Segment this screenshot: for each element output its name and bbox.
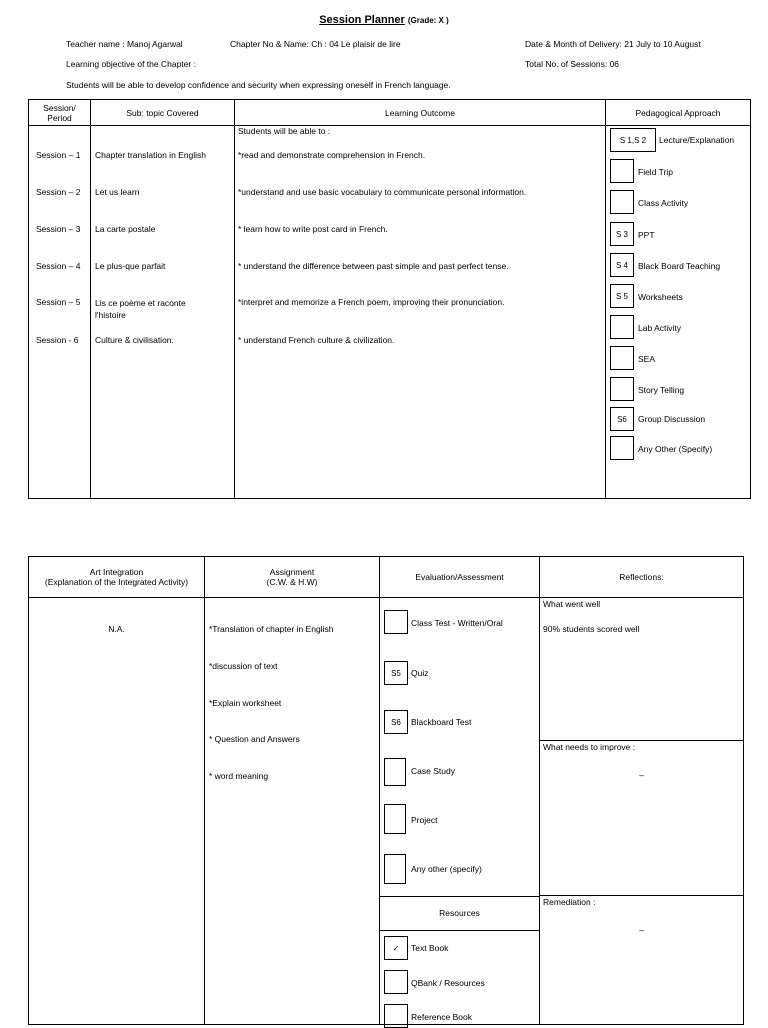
evaluation-label: Project	[411, 815, 438, 825]
subtopic-text: La carte postale	[95, 224, 156, 234]
reflections-column	[540, 598, 744, 1025]
approach-label: Any Other (Specify)	[638, 444, 713, 454]
assignment-item: *discussion of text	[209, 661, 278, 671]
approach-checkbox[interactable]	[610, 346, 634, 370]
evaluation-checkbox[interactable]: S5	[384, 661, 408, 685]
subtopic-text: Culture & civilisation.	[95, 335, 174, 345]
assignment-item: *Explain worksheet	[209, 698, 282, 708]
outcome-text: *read and demonstrate comprehension in French.	[238, 150, 426, 160]
went-well-value: 90% students scored well	[543, 624, 640, 634]
improve-label: What needs to improve :	[543, 742, 636, 752]
resource-checkbox[interactable]	[384, 970, 408, 994]
went-well-label: What went well	[543, 599, 601, 609]
outcome-text: * learn how to write post card in French.	[238, 224, 388, 234]
title-text: Session Planner	[319, 14, 405, 26]
subtopic-text: Lis ce poème et raconte l'histoire	[95, 298, 186, 320]
session-label: Session – 5	[36, 297, 81, 307]
session-label: Session - 6	[36, 335, 79, 345]
divider	[540, 895, 743, 896]
evaluation-label: Class Test - Written/Oral	[411, 618, 503, 628]
divider	[380, 896, 539, 897]
assignment-item: * word meaning	[209, 771, 269, 781]
evaluation-label: Any other (specify)	[411, 864, 482, 874]
approach-checkbox[interactable]: S 1,S 2	[610, 128, 656, 152]
resource-label: Text Book	[411, 943, 449, 953]
grade-text: (Grade: X )	[407, 16, 449, 25]
assessment-table	[28, 556, 744, 1025]
evaluation-checkbox[interactable]	[384, 610, 408, 634]
approach-label: PPT	[638, 230, 655, 240]
assignment-column	[205, 598, 380, 1025]
subtopic-column	[91, 126, 235, 499]
approach-checkbox[interactable]: S 4	[610, 253, 634, 277]
outcome-intro: Students will be able to :	[238, 126, 331, 136]
approach-checkbox[interactable]	[610, 436, 634, 460]
approach-checkbox[interactable]	[610, 159, 634, 183]
approach-checkbox[interactable]	[610, 190, 634, 214]
art-value: N.A.	[108, 624, 125, 634]
session-label: Session – 2	[36, 187, 81, 197]
header-evaluation: Evaluation/Assessment	[380, 557, 540, 598]
improve-value: –	[639, 770, 644, 780]
art-column	[29, 598, 205, 1025]
approach-column	[606, 126, 751, 499]
outcome-column	[235, 126, 606, 499]
outcome-text: * understand the difference between past simple and past perfect tense.	[238, 261, 509, 271]
approach-checkbox[interactable]	[610, 315, 634, 339]
approach-checkbox[interactable]	[610, 377, 634, 401]
resources-title: Resources	[439, 908, 480, 918]
teacher-name: Teacher name : Manoj Agarwal	[66, 39, 183, 49]
outcome-text: *understand and use basic vocabulary to communicate personal information.	[238, 187, 527, 197]
evaluation-label: Blackboard Test	[411, 717, 472, 727]
objective-label: Learning objective of the Chapter :	[66, 59, 196, 69]
approach-label: Field Trip	[638, 167, 673, 177]
approach-checkbox[interactable]: S6	[610, 407, 634, 431]
evaluation-checkbox[interactable]	[384, 758, 406, 786]
objective-text: Students will be able to develop confidence and security when expressing oneself in French language.	[66, 80, 451, 90]
evaluation-checkbox[interactable]	[384, 804, 406, 834]
resource-label: QBank / Resources	[411, 978, 485, 988]
assignment-item: *Translation of chapter in English	[209, 624, 334, 634]
delivery-date: Date & Month of Delivery: 21 July to 10 August	[525, 39, 701, 49]
outcome-text: *interpret and memorize a French poem, improving their pronunciation.	[238, 297, 505, 307]
approach-label: Lab Activity	[638, 323, 681, 333]
evaluation-label: Quiz	[411, 668, 429, 678]
chapter-name: Chapter No & Name: Ch : 04 Le plaisir de lire	[230, 39, 401, 49]
assignment-item: * Question and Answers	[209, 734, 300, 744]
divider	[380, 930, 539, 931]
approach-checkbox[interactable]: S 5	[610, 284, 634, 308]
header-reflections: Reflections:	[540, 557, 744, 598]
remediation-label: Remediation :	[543, 897, 596, 907]
approach-label: Class Activity	[638, 198, 689, 208]
total-sessions: Total No. of Sessions: 06	[525, 59, 620, 69]
subtopic-text: Let us learn	[95, 187, 140, 197]
approach-label: SEA	[638, 354, 656, 364]
header-subtopic: Sub: topic Covered	[91, 100, 235, 126]
outcome-text: * understand French culture & civilization.	[238, 335, 395, 345]
subtopic-text: Chapter translation in English	[95, 150, 207, 160]
approach-label: Lecture/Explanation	[659, 135, 735, 145]
approach-label: Group Discussion	[638, 414, 706, 424]
evaluation-label: Case Study	[411, 766, 455, 776]
page-title	[0, 14, 768, 26]
session-label: Session – 1	[36, 150, 81, 160]
remediation-value: –	[639, 925, 644, 935]
session-table	[28, 99, 751, 499]
header-session: Session/ Period	[29, 100, 91, 126]
session-label: Session – 4	[36, 261, 81, 271]
session-label: Session – 3	[36, 224, 81, 234]
approach-label: Story Telling	[638, 385, 685, 395]
subtopic-text: Le plus-que parfait	[95, 261, 166, 271]
header-outcome: Learning Outcome	[235, 100, 606, 126]
approach-label: Worksheets	[638, 292, 683, 302]
evaluation-checkbox[interactable]: S6	[384, 710, 408, 734]
header-approach: Pedagogical Approach	[606, 100, 751, 126]
evaluation-checkbox[interactable]	[384, 854, 406, 884]
approach-label: Black Board Teaching	[638, 261, 721, 271]
evaluation-column	[380, 598, 540, 1025]
header-art: Art Integration (Explanation of the Integrated Activity)	[29, 557, 205, 598]
approach-checkbox[interactable]: S 3	[610, 222, 634, 246]
resource-checkbox[interactable]	[384, 1004, 408, 1028]
resource-checkbox[interactable]: ✓	[384, 936, 408, 960]
divider	[540, 740, 743, 741]
header-assignment: Assignment (C.W. & H.W)	[205, 557, 380, 598]
resource-label: Reference Book	[411, 1012, 472, 1022]
session-column	[29, 126, 91, 499]
